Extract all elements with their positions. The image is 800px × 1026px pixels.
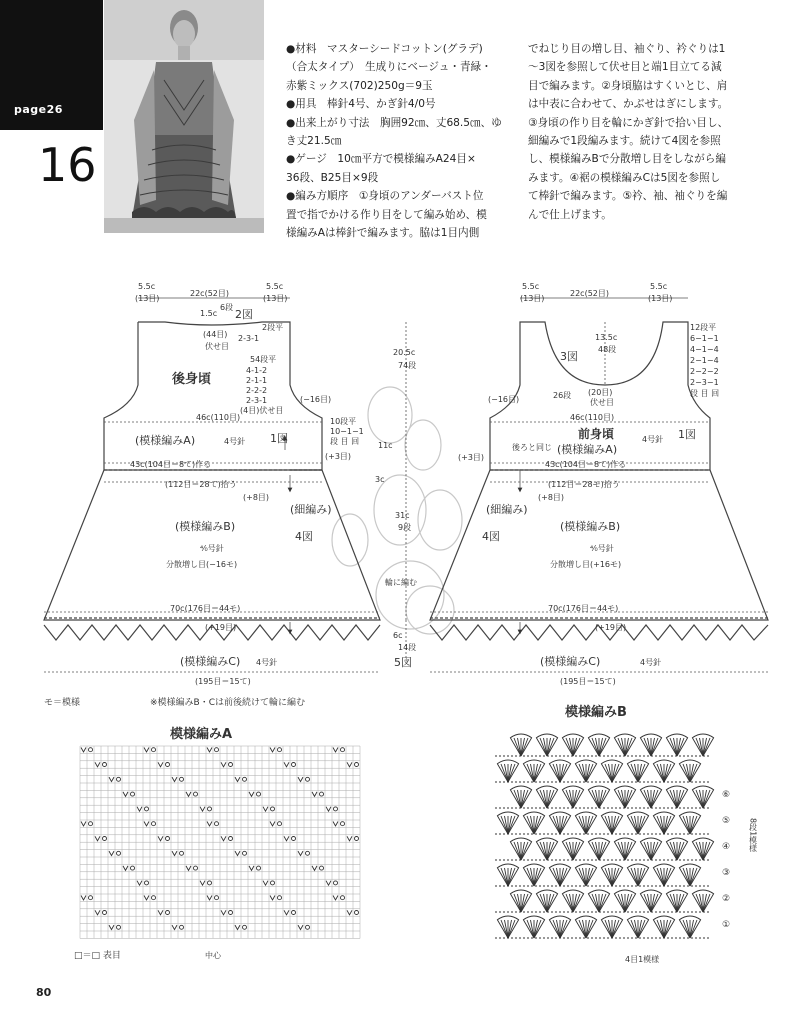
- instructions-line: 目で編みます。②身頃脇はすくいとじ、肩: [528, 79, 728, 92]
- back-row-231: 2-3-1: [238, 334, 260, 343]
- chart-b-stitches: [495, 734, 714, 938]
- materials-line: ●用具 棒針4号、かぎ針4/0号: [286, 98, 436, 111]
- materials-line: 置で指でかける作り目をして編み始め、模: [286, 208, 487, 221]
- back-sleeve-row-5: (4目)伏せ目: [240, 406, 284, 415]
- back-piece-title: 後身頃: [172, 372, 212, 387]
- back-fig2: 2図: [235, 308, 253, 321]
- chart-b-row-6: ⑥: [722, 790, 731, 800]
- materials-line: ●編み方順序 ①身頃のアンダーバスト位: [286, 190, 484, 203]
- front-row-fuse: 伏せ目: [590, 398, 614, 407]
- back-needle: 4号針: [224, 437, 246, 446]
- back-width-70: 70c(176目＝44モ): [170, 604, 241, 613]
- back-rows-10c: 段 目 回: [330, 437, 360, 446]
- materials-column-2: [528, 40, 790, 224]
- back-pattern-b: (模様編みB): [175, 520, 236, 533]
- chart-b-row-2: ②: [722, 894, 731, 904]
- materials-line: ●ゲージ 10㎝平方で模様編みA24目×: [286, 153, 476, 166]
- back-width-195: (195目＝15て): [195, 677, 251, 686]
- page-number: 80: [36, 986, 52, 999]
- materials-line: き丈21.5㎝: [286, 135, 342, 148]
- front-width-43: 43c(104目＝8て)作る: [545, 460, 627, 469]
- front-fig3: 3図: [560, 350, 578, 363]
- chart-b-row-5: ⑤: [722, 816, 731, 826]
- materials-line: （合太タイプ） 生成りにベージュ・青緑・: [286, 61, 492, 74]
- front-top-width-3: 5.5c: [650, 282, 668, 291]
- center-length-6: 6c: [393, 631, 403, 640]
- back-width-46: 46c(110目): [196, 413, 241, 422]
- instructions-line: 細編みで1段編みます。続けて4図を参照: [528, 135, 721, 148]
- back-needle-c: 4号針: [256, 658, 278, 667]
- back-width-43: 43c(104目＝8て)作る: [130, 460, 212, 469]
- center-in-the-round: 輪に編む: [385, 578, 417, 587]
- front-row-12: 12段平: [690, 323, 717, 332]
- front-plus3: (+3目): [458, 453, 485, 462]
- materials-line: ●出来上がり寸法 胸囲92㎝、丈68.5㎝、ゆ: [286, 116, 502, 129]
- back-rows-10b: 10−1−1: [330, 427, 364, 436]
- front-top-width-1: 5.5c: [522, 282, 540, 291]
- front-fig1: 1図: [678, 428, 696, 441]
- front-top-width-3b: (13目): [648, 294, 673, 303]
- back-top-width-3: 5.5c: [266, 282, 284, 291]
- front-fig4: 4図: [482, 530, 500, 543]
- materials-line: 赤紫ミックス(702)250g＝9玉: [286, 79, 433, 92]
- chart-b-repeat-label: 4目1模様: [625, 955, 660, 964]
- instructions-line: は中表に合わせて、かぶせはぎにします。: [528, 98, 729, 111]
- back-top-width-1: 5.5c: [138, 282, 156, 291]
- instructions-line: ～3図を参照して伏せ目と端1目立てる減: [528, 61, 722, 74]
- note-in-the-round: ※模様編みB・Cは前後続けて輪に編む: [150, 698, 306, 708]
- materials-line: 36段、B25目×9段: [286, 171, 379, 184]
- instructions-line: て棒針で編みます。⑤衿、袖、袖ぐりを編: [528, 190, 728, 203]
- front-row-20: (20目): [588, 388, 613, 397]
- front-row-1: 6−1−1: [690, 334, 719, 343]
- back-plus8: (+8目): [243, 493, 270, 502]
- front-width-112: (112目＝28モ)拾う: [548, 480, 620, 489]
- front-row-2: 4−1−4: [690, 345, 719, 354]
- chart-a-grid: [80, 746, 360, 938]
- front-top-width-1b: (13目): [520, 294, 545, 303]
- front-pattern-b: (模様編みB): [560, 520, 621, 533]
- back-distributed-inc: 分散増し目(−16モ): [166, 560, 238, 569]
- garment-schematic: [0, 270, 800, 715]
- front-needle: 4号針: [642, 435, 664, 444]
- front-width-195: (195目＝15て): [560, 677, 616, 686]
- front-row-26: 26段: [553, 391, 572, 400]
- back-pattern-a: (模様編みA): [135, 434, 196, 447]
- back-sleeve-row-2: 2-1-1: [246, 376, 268, 385]
- materials-line: ●材料 マスターシードコットン(グラデ): [286, 43, 483, 55]
- center-fig5: 5図: [394, 656, 412, 669]
- chart-a-center: 中心: [205, 951, 221, 960]
- instructions-line: し、模様編みBで分散増し目をしながら編: [528, 153, 726, 166]
- back-plus3: (+3目): [325, 452, 352, 461]
- materials-column-1: [286, 40, 522, 242]
- back-top-width-1b: (13目): [135, 294, 160, 303]
- center-length-20-5: 20.5c: [393, 348, 416, 357]
- front-row-4: 2−2−2: [690, 367, 719, 376]
- front-pattern-a: (模様編みA): [557, 443, 618, 456]
- instructions-line: でねじり目の増し目、袖ぐり、衿ぐりは1: [528, 43, 726, 55]
- chart-b-rows-label: 8段1模様: [748, 818, 758, 853]
- instructions-line: みます。④裾の模様編みCは5図を参照し: [528, 171, 721, 184]
- chart-a-title: 模様編みA: [170, 727, 233, 742]
- front-plus8: (+8目): [538, 493, 565, 502]
- front-single-crochet: (細編み): [486, 503, 528, 516]
- model-photo: [104, 0, 264, 233]
- back-neck-b: 6段: [220, 303, 234, 312]
- pattern-number: 16: [38, 138, 97, 192]
- center-length-6-rows: 14段: [398, 643, 417, 652]
- center-length-11: 11c: [378, 441, 393, 450]
- front-minus16: (−16目): [488, 395, 520, 404]
- front-piece-title: 前身頃: [578, 427, 615, 441]
- chart-a-legend: □＝□ 表目: [74, 951, 121, 961]
- chart-pattern-a: [70, 722, 370, 968]
- back-fig1: 1図: [270, 432, 288, 445]
- front-row-3: 2−1−4: [690, 356, 719, 365]
- front-needle-c: 4号針: [640, 658, 662, 667]
- front-top-width-2: 22c(52目): [570, 289, 609, 298]
- back-row-44: (44目): [203, 330, 228, 339]
- center-length-20-5-rows: 74段: [398, 361, 417, 370]
- materials-line: 様編みAは棒針で編みます。脇は1目内側: [286, 227, 480, 240]
- back-neck-a: 1.5c: [200, 309, 218, 318]
- back-sleeve-54: 54段平: [250, 355, 277, 364]
- center-length-31-rows: 9段: [398, 523, 412, 532]
- back-row-fuse: 伏せ目: [205, 342, 229, 351]
- back-minus16: (−16目): [300, 395, 332, 404]
- front-row-6: 段 目 回: [690, 389, 720, 398]
- back-pattern-c: (模様編みC): [180, 655, 241, 668]
- chart-b-row-4: ④: [722, 842, 731, 852]
- back-fig4: 4図: [295, 530, 313, 543]
- chart-b-title: 模様編みB: [565, 705, 627, 720]
- chart-b-row-3: ③: [722, 868, 731, 878]
- center-length-3: 3c: [375, 475, 385, 484]
- back-top-width-3b: (13目): [263, 294, 288, 303]
- note-mo: モ＝模様: [44, 698, 81, 708]
- front-neck-length: 13.5c: [595, 333, 618, 342]
- back-plus19: (+19目): [205, 623, 237, 632]
- back-row-2h: 2段平: [262, 323, 284, 332]
- front-distributed-inc: 分散増し目(+16モ): [550, 560, 622, 569]
- instructions-line: んで仕上げます。: [528, 208, 612, 221]
- chart-pattern-b: [485, 700, 775, 968]
- front-neck-rows: 48段: [598, 345, 617, 354]
- front-plus19: (+19目): [595, 623, 627, 632]
- back-rows-10: 10段平: [330, 417, 357, 426]
- back-sleeve-row-3: 2-2-2: [246, 386, 268, 395]
- back-sleeve-row-4: 2-3-1: [246, 396, 268, 405]
- front-hook: ⁴⁄₀号針: [590, 544, 614, 553]
- front-pattern-c: (模様編みC): [540, 655, 601, 668]
- center-length-31: 31c: [395, 511, 410, 520]
- back-sleeve-row-1: 4-1-2: [246, 366, 268, 375]
- front-width-46: 46c(110目): [570, 413, 615, 422]
- back-single-crochet: (細編み): [290, 503, 332, 516]
- instructions-line: ③身頃の作り目を輪にかぎ針で拾い目し、: [528, 116, 729, 129]
- front-back-same: 後ろと同じ: [512, 443, 552, 452]
- back-hook: ⁴⁄₀号針: [200, 544, 224, 553]
- chart-b-row-1: ①: [722, 920, 731, 930]
- front-width-70: 70c(176目＝44モ): [548, 604, 619, 613]
- page-reference: page26: [14, 103, 63, 116]
- front-row-5: 2−3−1: [690, 378, 719, 387]
- back-width-112: (112目＝28て)拾う: [165, 480, 237, 489]
- back-top-width-2: 22c(52目): [190, 289, 229, 298]
